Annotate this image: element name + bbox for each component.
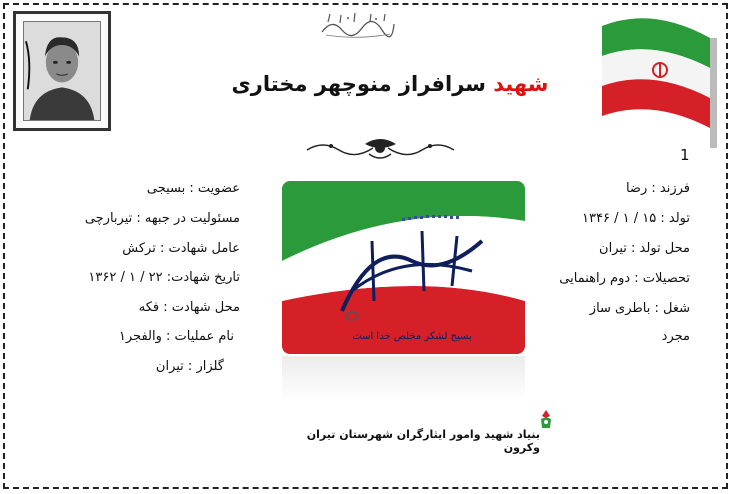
martyrdom-date: تاریخ شهادت: ۲۲ / ۱ / ۱۳۶۲ <box>88 270 240 285</box>
father-name: فرزند : رضا <box>625 181 690 196</box>
basij-banner <box>282 181 525 354</box>
birth-date: تولد : ۱۵ / ۱ / ۱۳۴۶ <box>582 211 690 226</box>
birth-place: محل تولد : تیران <box>599 241 690 256</box>
education: تحصیلات : دوم راهنمایی <box>559 271 690 286</box>
title-prefix: شهید <box>493 72 549 96</box>
organization-name: بنیاد شهید وامور ایثارگران شهرستان تیران وکرون <box>306 428 540 454</box>
banner-reflection <box>282 356 525 401</box>
operation-name: نام عملیات : والفجر۱ <box>118 329 234 344</box>
banner-slogan: بسیج لشکر مخلص خدا است <box>352 331 472 342</box>
occupation: شغل : باطری ساز <box>589 301 690 316</box>
martyrdom-details <box>20 0 240 494</box>
martyr-foundation-logo <box>538 408 554 430</box>
cause-of-martyrdom: عامل شهادت : ترکش <box>122 241 240 256</box>
bismillah-calligraphy <box>318 10 398 40</box>
ornament-divider-icon <box>303 134 458 164</box>
burial-site: گلزار : تیران <box>155 359 224 374</box>
marital-status: مجرد <box>661 329 690 344</box>
membership: عضویت : بسیجی <box>146 181 240 196</box>
martyr-name: سرافراز منوچهر مختاری <box>231 72 486 96</box>
page-mark: 1 <box>680 146 690 164</box>
front-role: مسئولیت در جبهه : تیربارچی <box>84 211 240 226</box>
martyrdom-place: محل شهادت : فکه <box>138 300 240 315</box>
